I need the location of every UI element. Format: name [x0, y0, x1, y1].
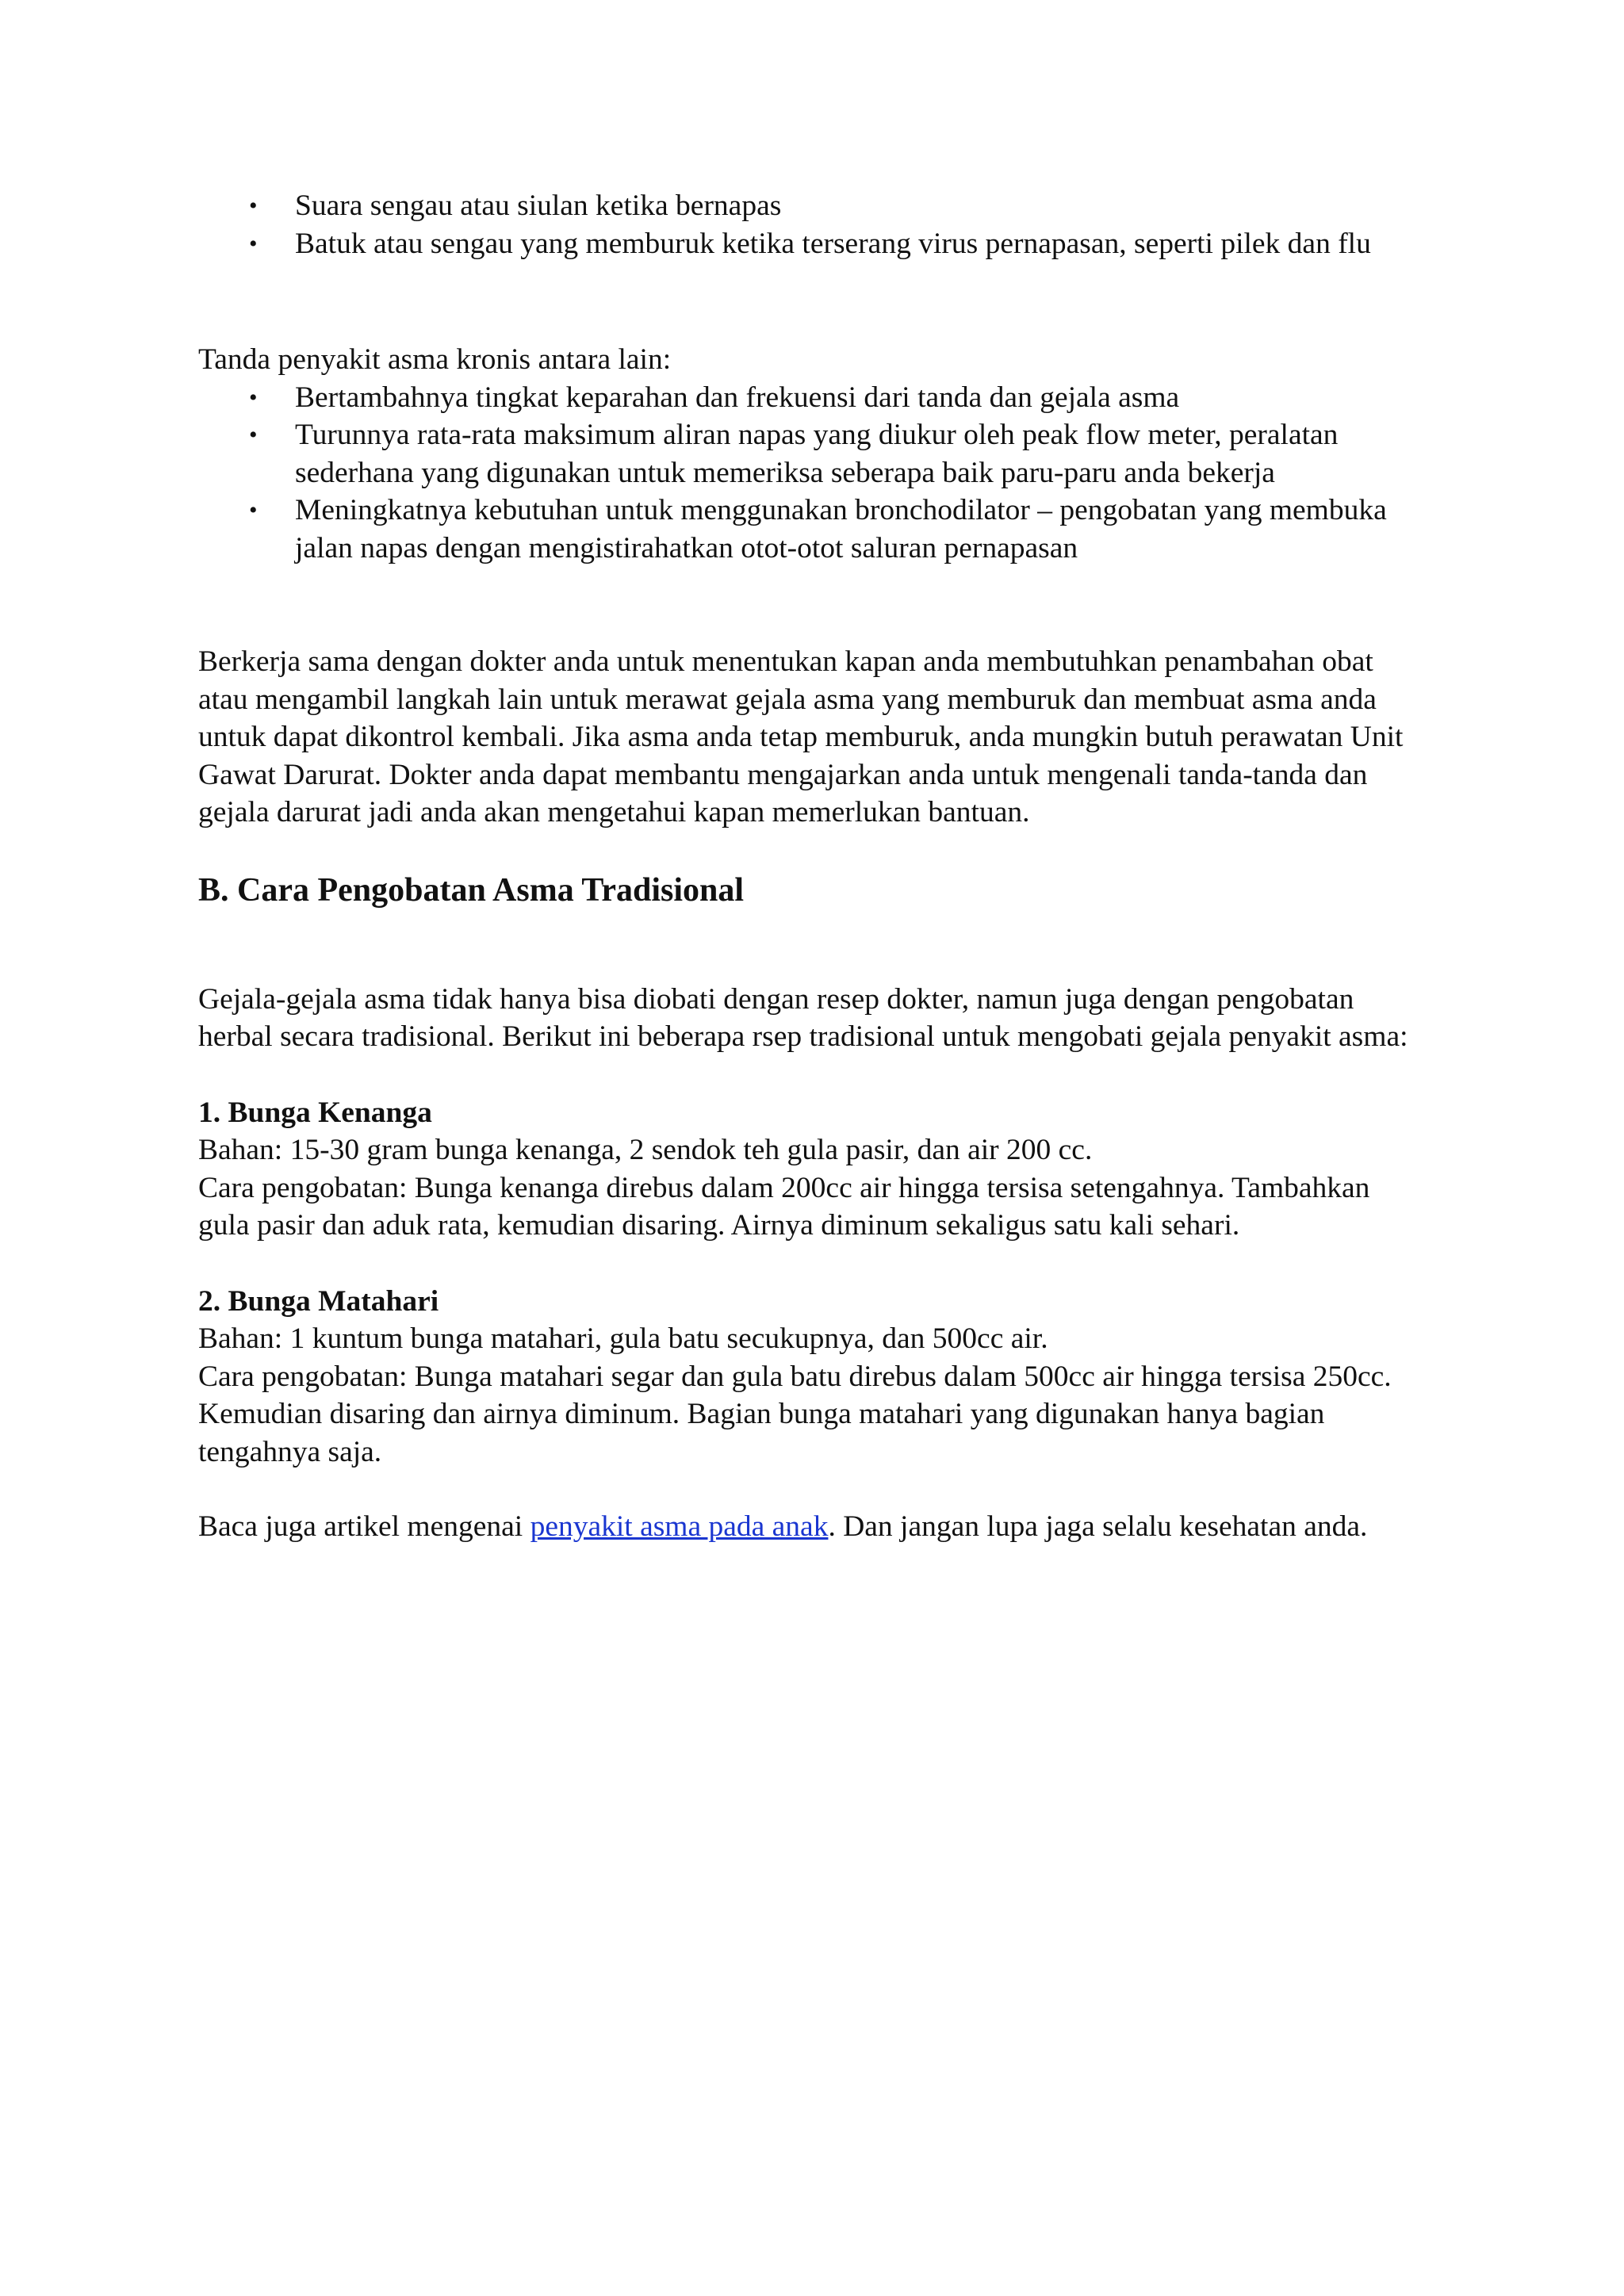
- bullet-icon: •: [249, 497, 258, 523]
- gejala-paragraph: Gejala-gejala asma tidak hanya bisa diobati dengan resep dokter, namun juga dengan pengobatan herbal secara tradisional. Berikut ini beberapa rsep tradisional untuk mengobati gejala penyakit asma:: [198, 982, 1408, 1053]
- chronic-intro: Tanda penyakit asma kronis antara lain:: [198, 343, 672, 376]
- closing-paragraph: Baca juga artikel mengenai penyakit asma pada anak. Dan jangan lupa jaga selalu kesehatan anda.: [198, 1510, 1368, 1543]
- remedy-method: Cara pengobatan: Bunga matahari segar dan gula batu direbus dalam 500cc air hingga tersisa 250cc. Kemudian disaring dan airnya diminum. Bagian bunga matahari yang digunakan hanya bagian tengahnya saja.: [198, 1360, 1392, 1468]
- list-item: • Suara sengau atau siulan ketika bernapas: [198, 187, 1419, 225]
- document-page: [198, 187, 1419, 1546]
- section-b-heading: B. Cara Pengobatan Asma Tradisional: [198, 871, 745, 909]
- doctor-paragraph: Berkerja sama dengan dokter anda untuk menentukan kapan anda membutuhkan penambahan obat atau mengambil langkah lain untuk merawat gejala asma yang memburuk dan membuat asma anda untuk dapat dikontrol kembali. Jika asma anda tetap memburuk, anda mungkin butuh perawatan Unit Gawat Darurat. Dokter anda dapat membantu mengajarkan anda untuk mengenali tanda-tanda dan gejala darurat jadi anda akan mengetahui kapan memerlukan bantuan.: [198, 645, 1404, 828]
- remedy-matahari: [198, 1283, 1419, 1471]
- bullet-icon: •: [249, 193, 258, 219]
- list-item: • Bertambahnya tingkat keparahan dan frekuensi dari tanda dan gejala asma: [198, 379, 1419, 417]
- article-link[interactable]: penyakit asma pada anak: [530, 1510, 829, 1543]
- remedy-kenanga: [198, 1094, 1419, 1245]
- remedy-method: Cara pengobatan: Bunga kenanga direbus dalam 200cc air hingga tersisa setengahnya. Tambahkan gula pasir dan aduk rata, kemudian disaring. Airnya diminum sekaligus satu kali sehari.: [198, 1171, 1370, 1242]
- remedy-title: 1. Bunga Kenanga: [198, 1096, 432, 1129]
- bullet-icon: •: [249, 230, 258, 257]
- list-item: • Batuk atau sengau yang memburuk ketika terserang virus pernapasan, seperti pilek dan flu: [198, 225, 1419, 263]
- list-item: • Meningkatnya kebutuhan untuk menggunakan bronchodilator – pengobatan yang membuka jalan napas dengan mengistirahatkan otot-otot saluran pernapasan: [198, 492, 1419, 567]
- chronic-signs-list: [198, 379, 1419, 568]
- symptom-list: [198, 187, 1419, 262]
- list-item: • Turunnya rata-rata maksimum aliran napas yang diukur oleh peak flow meter, peralatan sederhana yang digunakan untuk memeriksa seberapa baik paru-paru anda bekerja: [198, 416, 1419, 492]
- bullet-icon: •: [249, 384, 258, 411]
- remedy-ingredients: Bahan: 15-30 gram bunga kenanga, 2 sendok teh gula pasir, dan air 200 cc.: [198, 1134, 1093, 1166]
- remedy-title: 2. Bunga Matahari: [198, 1284, 439, 1318]
- bullet-icon: •: [249, 422, 258, 448]
- remedy-ingredients: Bahan: 1 kuntum bunga matahari, gula batu secukupnya, dan 500cc air.: [198, 1322, 1048, 1355]
